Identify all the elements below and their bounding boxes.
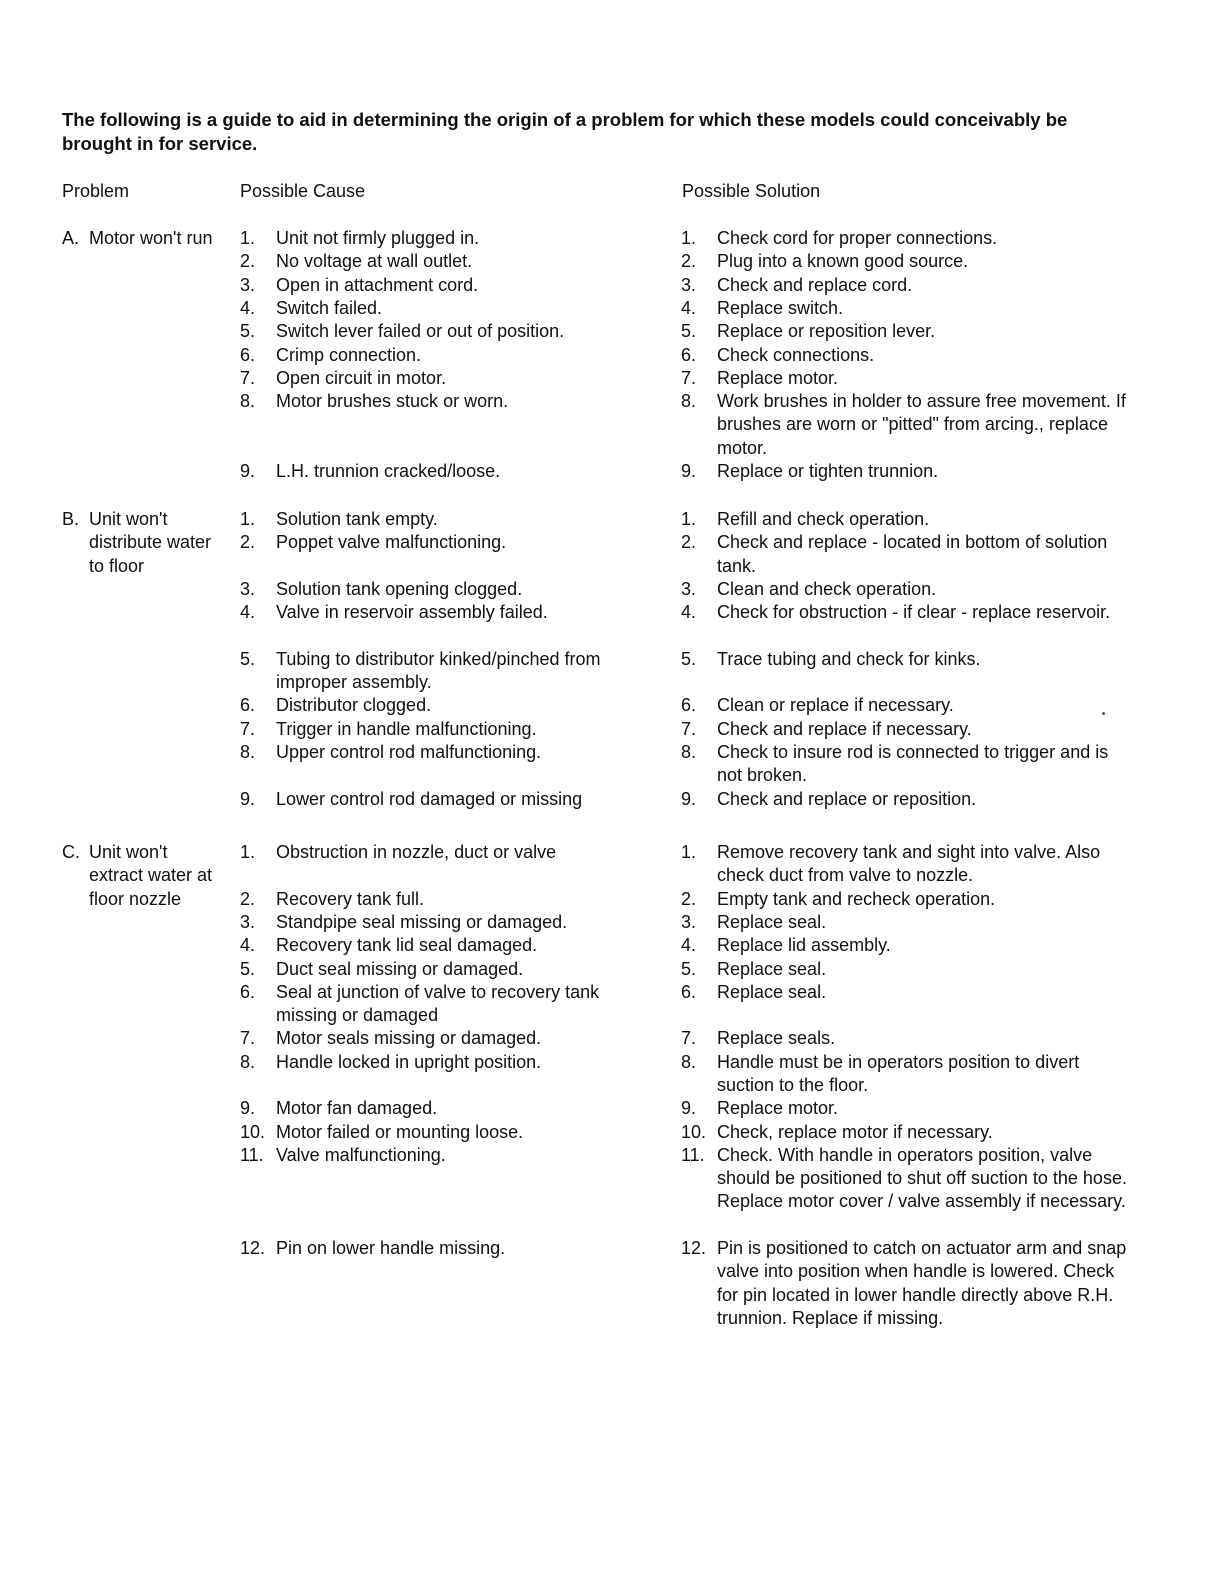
- problem-text: Unit won't distribute water to floor: [89, 509, 212, 576]
- item-number: 3.: [681, 578, 697, 599]
- item-number: 5.: [240, 321, 256, 342]
- cause-text: Motor fan damaged.: [276, 1098, 438, 1119]
- solution-text: Pin is positioned to catch on actuator arm and snap valve into position when handle is lowered. Check for pin located in lower handle directly above R.H. trunnion. Replace if missing.: [717, 1238, 1127, 1328]
- cause-text: No voltage at wall outlet.: [276, 251, 473, 272]
- item-number: 8.: [240, 391, 256, 412]
- problem-text: Unit won't extract water at floor nozzle: [89, 842, 213, 909]
- cause-text: Open in attachment cord.: [276, 274, 479, 295]
- item-number: 8.: [240, 742, 256, 762]
- solution-text: Refill and check operation.: [717, 509, 930, 529]
- item-number: 7.: [681, 718, 697, 739]
- solution-text: Replace lid assembly.: [717, 935, 891, 956]
- solution-text: Check, replace motor if necessary.: [717, 1121, 993, 1142]
- item-number: 1.: [240, 509, 256, 529]
- item-number: 4.: [240, 935, 256, 956]
- solution-text: Check to insure rod is connected to trigger and is not broken.: [717, 742, 1109, 786]
- cause-text: L.H. trunnion cracked/loose.: [276, 461, 501, 481]
- problem-letter: C.: [62, 842, 80, 862]
- item-number: 6.: [240, 695, 256, 716]
- solution-text: Check and replace - located in bottom of solution tank.: [717, 532, 1108, 576]
- solution-text: Replace seal.: [717, 958, 827, 979]
- cause-text: Upper control rod malfunctioning.: [276, 742, 542, 762]
- solution-text: Work brushes in holder to assure free movement. If brushes are worn or "pitted" from arcing., replace motor.: [717, 391, 1126, 458]
- item-number: 12.: [240, 1238, 266, 1259]
- item-number: 4.: [240, 602, 256, 623]
- solution-text: Check and replace if necessary.: [717, 718, 972, 739]
- item-number: 3.: [681, 911, 697, 932]
- item-number: 4.: [681, 297, 697, 318]
- item-number: 2.: [240, 251, 256, 272]
- cause-text: Obstruction in nozzle, duct or valve: [276, 842, 557, 862]
- item-number: 1.: [240, 842, 256, 862]
- header-problem: Problem: [62, 181, 130, 201]
- item-number: 5.: [240, 958, 256, 979]
- header-possible-solution: Possible Solution: [682, 181, 821, 201]
- solution-text: Clean and check operation.: [717, 578, 937, 599]
- item-number: 10.: [240, 1121, 266, 1142]
- solution-text: Empty tank and recheck operation.: [717, 888, 996, 909]
- item-number: 3.: [240, 274, 256, 295]
- solution-text: Replace seals.: [717, 1028, 836, 1049]
- item-number: 2.: [240, 532, 256, 553]
- problem-letter: A.: [62, 228, 80, 248]
- cause-text: Unit not firmly plugged in.: [276, 228, 480, 248]
- cause-text: Valve in reservoir assembly failed.: [276, 602, 548, 623]
- solution-text: Handle must be in operators position to divert suction to the floor.: [717, 1051, 1080, 1095]
- solution-text: Replace motor.: [717, 1098, 839, 1119]
- solution-text: Check and replace cord.: [717, 274, 913, 295]
- item-number: 7.: [240, 718, 256, 739]
- problem-letter: B.: [62, 509, 80, 529]
- cause-text: Trigger in handle malfunctioning.: [276, 718, 537, 739]
- item-number: 8.: [681, 1051, 697, 1072]
- cause-text: Open circuit in motor.: [276, 367, 447, 388]
- problem-text: Motor won't run: [89, 228, 213, 248]
- item-number: 4.: [681, 602, 697, 623]
- item-number: 6.: [240, 981, 256, 1002]
- cause-text: Pin on lower handle missing.: [276, 1238, 506, 1259]
- item-number: 5.: [240, 648, 256, 669]
- item-number: 2.: [681, 251, 697, 272]
- cause-text: Tubing to distributor kinked/pinched from improper assembly.: [276, 648, 601, 693]
- scan-speck: [1102, 712, 1105, 715]
- item-number: 5.: [681, 648, 697, 669]
- cause-text: Crimp connection.: [276, 344, 422, 365]
- item-number: 9.: [240, 461, 256, 481]
- solution-text: Check. With handle in operators position, valve should be positioned to shut off suction to the hose. Replace motor cover / valve assembly if necessary.: [717, 1144, 1127, 1212]
- cause-text: Recovery tank lid seal damaged.: [276, 935, 538, 956]
- solution-text: Replace seal.: [717, 911, 827, 932]
- solution-text: Check and replace or reposition.: [717, 788, 977, 809]
- item-number: 1.: [681, 228, 697, 248]
- solution-text: Replace switch.: [717, 297, 844, 318]
- item-number: 3.: [681, 274, 697, 295]
- cause-text: Recovery tank full.: [276, 888, 425, 909]
- item-number: 7.: [240, 367, 256, 388]
- cause-text: Lower control rod damaged or missing: [276, 788, 583, 809]
- item-number: 3.: [240, 578, 256, 599]
- cause-text: Switch lever failed or out of position.: [276, 321, 565, 342]
- item-number: 8.: [240, 1051, 256, 1072]
- item-number: 4.: [681, 935, 697, 956]
- item-number: 1.: [240, 228, 256, 248]
- solution-text: Remove recovery tank and sight into valve. Also check duct from valve to nozzle.: [717, 842, 1101, 886]
- cause-text: Motor seals missing or damaged.: [276, 1028, 542, 1049]
- item-number: 6.: [240, 344, 256, 365]
- item-number: 1.: [681, 842, 697, 862]
- item-number: 2.: [681, 532, 697, 553]
- solution-text: Replace or reposition lever.: [717, 321, 936, 342]
- intro-paragraph: The following is a guide to aid in determining the origin of a problem for which these models could conceivably be brought in for service.: [62, 109, 1068, 154]
- item-number: 7.: [681, 1028, 697, 1049]
- solution-text: Clean or replace if necessary.: [717, 695, 954, 716]
- item-number: 6.: [681, 344, 697, 365]
- cause-text: Motor failed or mounting loose.: [276, 1121, 524, 1142]
- item-number: 4.: [240, 297, 256, 318]
- cause-text: Distributor clogged.: [276, 695, 432, 716]
- solution-text: Check connections.: [717, 344, 875, 365]
- solution-text: Replace seal.: [717, 981, 827, 1002]
- item-number: 8.: [681, 742, 697, 762]
- item-number: 11.: [240, 1144, 264, 1165]
- solution-text: Plug into a known good source.: [717, 251, 969, 272]
- cause-text: Solution tank opening clogged.: [276, 578, 523, 599]
- item-number: 5.: [681, 321, 697, 342]
- cause-text: Solution tank empty.: [276, 509, 438, 529]
- solution-text: Check cord for proper connections.: [717, 228, 998, 248]
- item-number: 2.: [240, 888, 256, 909]
- solution-text: Replace or tighten trunnion.: [717, 461, 939, 481]
- header-possible-cause: Possible Cause: [240, 181, 366, 201]
- cause-text: Valve malfunctioning.: [276, 1144, 446, 1165]
- item-number: 9.: [240, 788, 256, 809]
- item-number: 9.: [681, 1098, 697, 1119]
- solution-text: Trace tubing and check for kinks.: [717, 648, 981, 669]
- item-number: 9.: [240, 1098, 256, 1119]
- item-number: 7.: [240, 1028, 256, 1049]
- item-number: 6.: [681, 981, 697, 1002]
- item-number: 3.: [240, 911, 256, 932]
- item-number: 8.: [681, 391, 697, 412]
- cause-text: Motor brushes stuck or worn.: [276, 391, 509, 412]
- solution-text: Check for obstruction - if clear - replace reservoir.: [717, 602, 1111, 623]
- item-number: 11.: [681, 1144, 705, 1165]
- item-number: 1.: [681, 509, 697, 529]
- item-number: 12.: [681, 1238, 707, 1259]
- cause-text: Handle locked in upright position.: [276, 1051, 542, 1072]
- cause-text: Standpipe seal missing or damaged.: [276, 911, 568, 932]
- problem-c: [62, 841, 222, 911]
- item-number: 6.: [681, 695, 697, 716]
- item-number: 9.: [681, 461, 697, 481]
- item-number: 9.: [681, 788, 697, 809]
- cause-text: Seal at junction of valve to recovery tank missing or damaged: [276, 981, 600, 1026]
- problem-b: [62, 508, 222, 578]
- item-number: 5.: [681, 958, 697, 979]
- cause-text: Switch failed.: [276, 297, 383, 318]
- solution-text: Replace motor.: [717, 367, 839, 388]
- problem-a: [62, 227, 222, 250]
- item-number: 2.: [681, 888, 697, 909]
- cause-text: Duct seal missing or damaged.: [276, 958, 524, 979]
- cause-text: Poppet valve malfunctioning.: [276, 532, 507, 553]
- item-number: 7.: [681, 367, 697, 388]
- item-number: 10.: [681, 1121, 707, 1142]
